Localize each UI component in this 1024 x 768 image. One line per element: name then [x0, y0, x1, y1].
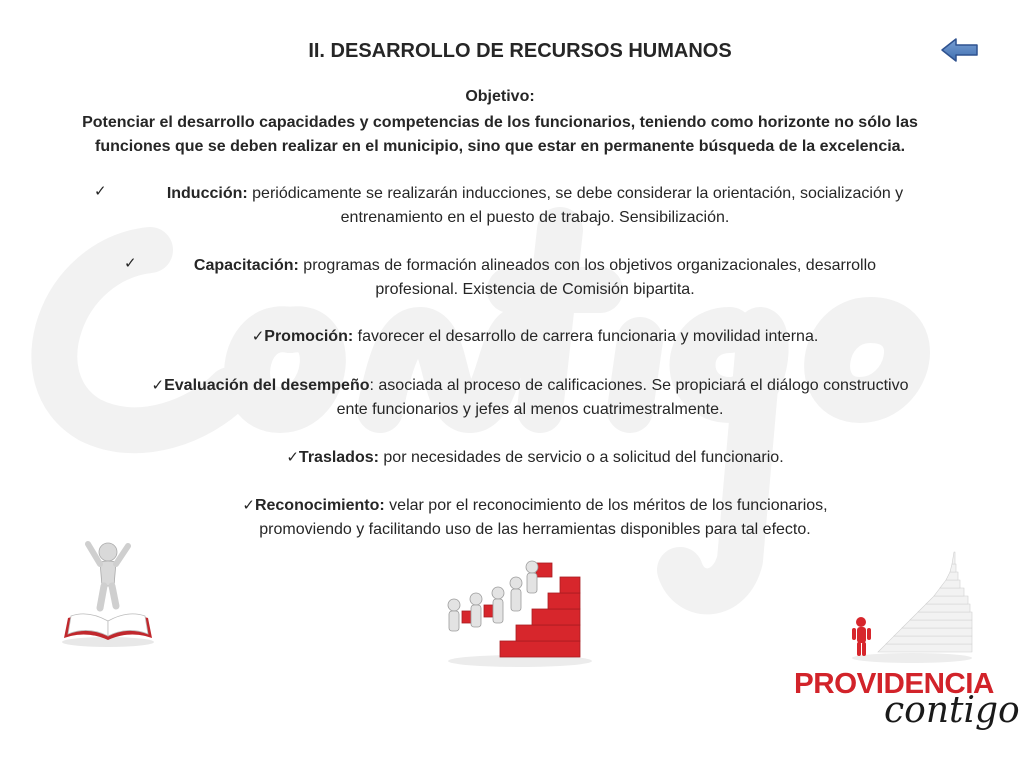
list-item-reconocimiento — [130, 493, 940, 542]
item-text-continued: promoviendo y facilitando uso de las herramientas disponibles para tal efecto. — [259, 521, 811, 538]
item-term: Traslados: — [298, 449, 379, 466]
book-figure-illustration — [58, 538, 158, 650]
list-item-capacitacion — [130, 254, 940, 302]
item-term: Capacitación: — [193, 257, 299, 274]
contigo-logo-script: contigo — [884, 690, 1020, 731]
item-text-continued: profesional. Existencia de Comisión bipartita. — [375, 281, 695, 298]
providencia-logo: PROVIDENCIA — [794, 668, 994, 700]
item-text: velar por el reconocimiento de los méritos de los funcionarios, — [384, 497, 828, 514]
check-icon: ✓ — [124, 254, 137, 272]
item-text: periódicamente se realizarán inducciones, se debe considerar la orientación, socialización y — [247, 185, 904, 202]
list-item-evaluacion — [100, 373, 960, 422]
item-term: Evaluación del desempeño — [164, 377, 370, 394]
item-term: Inducción: — [166, 185, 248, 202]
item-term: Promoción: — [264, 328, 354, 345]
item-text-continued: ente funcionarios y jefes al menos cuatrimestralmente. — [336, 401, 724, 418]
item-text: : asociada al proceso de calificaciones. Se propiciará el diálogo constructivo — [369, 377, 909, 394]
check-icon: ✓ — [251, 327, 265, 345]
objective-text: Potenciar el desarrollo capacidades y competencias de los funcionarios, teniendo como horizonte no sólo las funciones que se deben realizar en el municipio, sino que estar en permanente búsqueda de la excelencia. — [82, 114, 918, 155]
check-icon: ✓ — [151, 376, 165, 394]
list-item-promocion — [130, 324, 940, 349]
item-text-continued: entrenamiento en el puesto de trabajo. Sensibilización. — [340, 209, 730, 226]
back-arrow-icon[interactable] — [940, 36, 980, 64]
item-term: Reconocimiento: — [254, 497, 385, 514]
page-title: II. DESARROLLO DE RECURSOS HUMANOS — [308, 40, 732, 62]
check-icon: ✓ — [94, 182, 107, 200]
check-icon: ✓ — [242, 496, 255, 514]
teamwork-stairs-illustration — [440, 553, 596, 669]
check-icon: ✓ — [286, 448, 299, 466]
list-item-induccion — [110, 182, 960, 230]
objective-label: Objetivo: — [465, 88, 535, 105]
list-item-traslados — [130, 445, 940, 470]
item-text: programas de formación alineados con los objetivos organizacionales, desarrollo — [298, 257, 877, 274]
item-text: favorecer el desarrollo de carrera funcionaria y movilidad interna. — [353, 328, 819, 345]
item-text: por necesidades de servicio o a solicitud del funcionario. — [378, 449, 784, 466]
stairs-climb-illustration — [842, 548, 976, 666]
